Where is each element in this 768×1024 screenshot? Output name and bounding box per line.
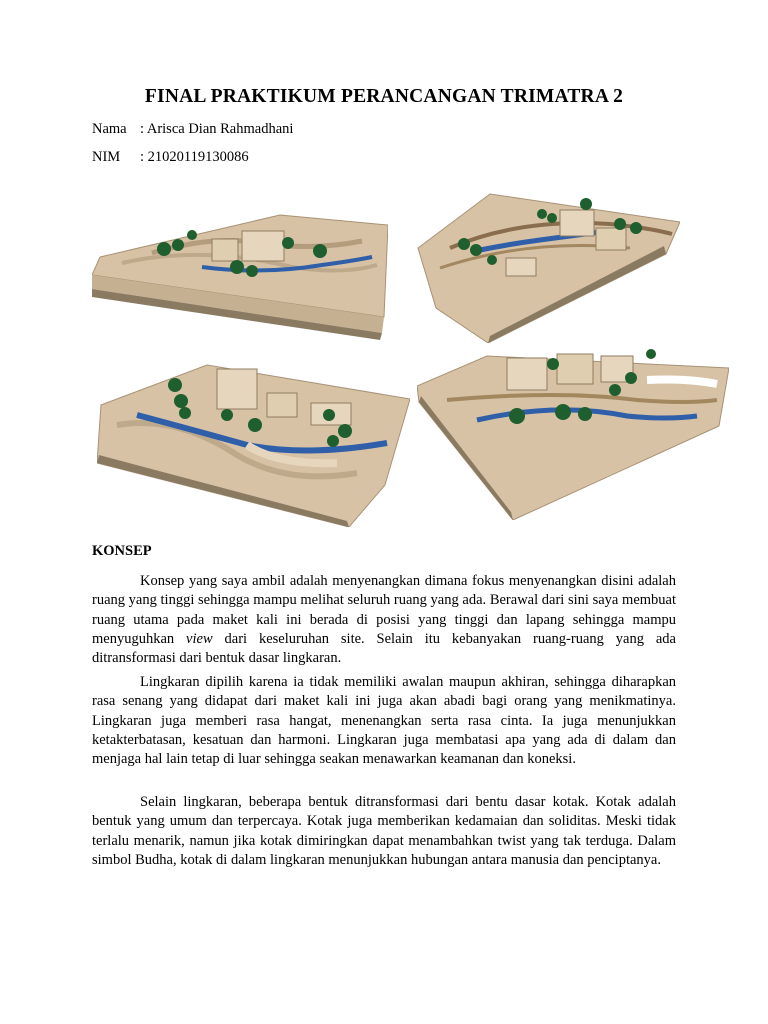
nim-row <box>92 149 249 166</box>
paragraph-1-italic-word: view <box>186 630 213 647</box>
konsep-paragraph-2: Lingkaran dipilih karena ia tidak memiliki awalan maupun akhiran, sehingga diharapkan rasa senang yang didapat dari maket kali ini juga akan abadi bagi orang yang menikmatinya. Lingkaran juga memberi rasa hangat, menenangkan serta rasa cinta. Ia juga menunjukkan ketakterbatasan, kesatuan dan harmoni. Lingkaran juga membatasi apa yang ada di dalam dan menjaga hal lain tetap di luar sehingga seakan menawarkan keamanan dan koneksi. <box>92 674 676 768</box>
konsep-paragraph-1 <box>92 572 676 668</box>
name-label: Nama <box>92 121 127 137</box>
maquette-photo-4 <box>417 330 729 520</box>
maquette-photo-2 <box>410 188 680 343</box>
maquette-photo-3 <box>97 345 410 527</box>
document-title: FINAL PRAKTIKUM PERANCANGAN TRIMATRA 2 <box>144 86 624 107</box>
paragraph-1-text-end: dari keseluruhan site. Selain itu kebanyakan ruang-ruang yang ada ditransformasi dari bentuk dasar lingkaran. <box>92 630 676 667</box>
name-value: : Arisca Dian Rahmadhani <box>140 121 294 137</box>
nim-label: NIM <box>92 149 121 165</box>
konsep-paragraph-3: Selain lingkaran, beberapa bentuk ditransformasi dari bentu dasar kotak. Kotak adalah bentuk yang umum dan terpercaya. Kotak juga memberikan kedamaian dan soliditas. Meski tidak terlalu menarik, namun jika kotak dimiringkan dapat menambahkan twist yang tak terduga. Dalam simbol Budha, kotak di dalam lingkaran menunjukkan hubungan antara manusia dan penciptanya. <box>92 794 676 868</box>
name-row <box>92 121 293 138</box>
section-heading-konsep: KONSEP <box>92 543 152 559</box>
nim-value: : 21020119130086 <box>140 149 249 165</box>
paragraph-1-text-start: Konsep yang saya ambil adalah menyenangkan dimana fokus menyenangkan disini adalah ruang yang tinggi sehingga mampu melihat seluruh ruang yang ada. Berawal dari sini saya membuat ruang utama pada maket kali ini berada di posisi yang tinggi dan lapang sehingga mampu menyuguhkan <box>92 573 676 647</box>
maquette-photo-1 <box>92 205 388 347</box>
